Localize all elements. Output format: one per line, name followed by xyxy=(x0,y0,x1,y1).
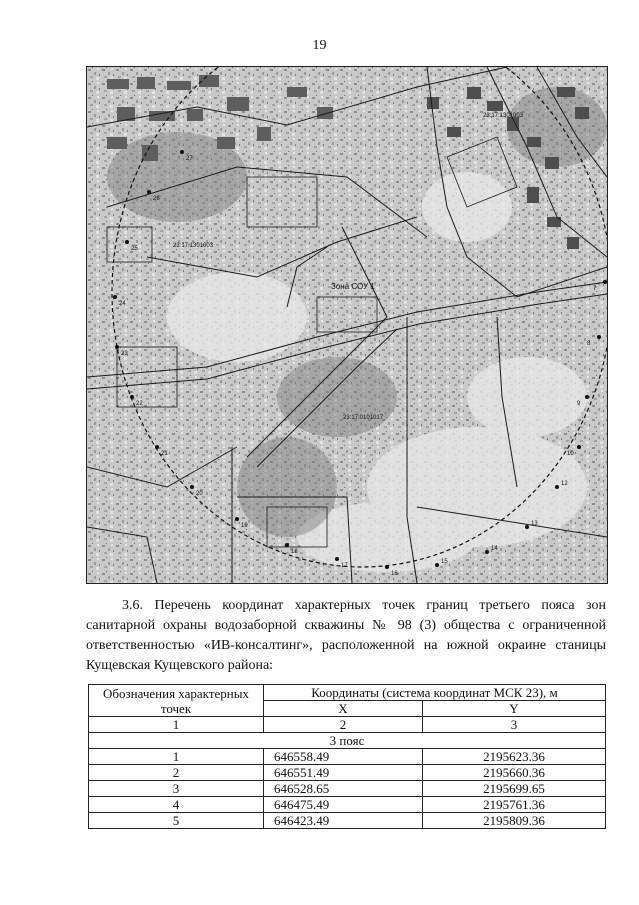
column-number: 1 xyxy=(89,717,264,733)
column-number: 2 xyxy=(264,717,423,733)
point-number: 2 xyxy=(89,765,264,781)
point-label: 14 xyxy=(491,546,498,552)
point-label: 26 xyxy=(153,196,160,202)
column-number-row xyxy=(89,717,606,733)
point-label: 8 xyxy=(587,341,591,347)
x-value: 646558.49 xyxy=(264,749,423,765)
x-value: 646423.49 xyxy=(264,813,423,829)
point-label: 20 xyxy=(196,491,203,497)
point-label: 7 xyxy=(593,286,597,292)
point-label: 21 xyxy=(161,451,168,457)
point-label: 27 xyxy=(186,156,193,162)
point-label: 23 xyxy=(121,351,128,357)
table-row xyxy=(89,781,606,797)
point-label: 10 xyxy=(567,451,574,457)
x-value: 646551.49 xyxy=(264,765,423,781)
section-row xyxy=(89,733,606,749)
header-coords: Координаты (система координат МСК 23), м xyxy=(264,685,606,701)
point-label: 16 xyxy=(391,571,398,577)
point-label: 19 xyxy=(241,523,248,529)
header-x: X xyxy=(264,701,423,717)
point-label: 25 xyxy=(131,246,138,252)
point-number: 1 xyxy=(89,749,264,765)
zone-label: Зона СОУ 1 xyxy=(331,282,375,291)
x-value: 646528.65 xyxy=(264,781,423,797)
y-value: 2195699.65 xyxy=(423,781,606,797)
point-label: 17 xyxy=(341,563,348,569)
table-row xyxy=(89,797,606,813)
x-value: 646475.49 xyxy=(264,797,423,813)
y-value: 2195809.36 xyxy=(423,813,606,829)
table-row xyxy=(89,765,606,781)
point-number: 3 xyxy=(89,781,264,797)
parcel-label: 23:17:1301003 xyxy=(173,243,214,249)
y-value: 2195623.36 xyxy=(423,749,606,765)
table-row xyxy=(89,813,606,829)
list-intro-paragraph: 3.6. Перечень координат характерных точек границ третьего пояса зон санитарной охраны водозаборной скважины № 98 (3) общества с ограниченной ответственностью «ИВ-консалтинг», расположенной на южной окраине станицы Кущевская Кущевского района: xyxy=(86,598,606,673)
point-label: 24 xyxy=(119,301,126,307)
parcel-label: 23:17:1301003 xyxy=(483,113,524,119)
header-y: Y xyxy=(423,701,606,717)
y-value: 2195660.36 xyxy=(423,765,606,781)
cadastral-map xyxy=(86,66,608,584)
point-label: 18 xyxy=(291,549,298,555)
coordinates-table xyxy=(88,684,606,829)
point-label: 13 xyxy=(531,521,538,527)
y-value: 2195761.36 xyxy=(423,797,606,813)
table-row xyxy=(89,749,606,765)
column-number: 3 xyxy=(423,717,606,733)
point-label: 15 xyxy=(441,559,448,565)
header-points: Обозначения характерных точек xyxy=(89,685,264,717)
page-number: 19 xyxy=(312,38,327,53)
point-number: 4 xyxy=(89,797,264,813)
parcel-label: 23:17:0101017 xyxy=(343,415,384,421)
point-number: 5 xyxy=(89,813,264,829)
point-label: 12 xyxy=(561,481,568,487)
point-label: 9 xyxy=(577,401,581,407)
point-label: 22 xyxy=(136,401,143,407)
map-drawing xyxy=(87,67,607,583)
section-label: 3 пояс xyxy=(89,733,606,749)
table-header-row xyxy=(89,685,606,701)
